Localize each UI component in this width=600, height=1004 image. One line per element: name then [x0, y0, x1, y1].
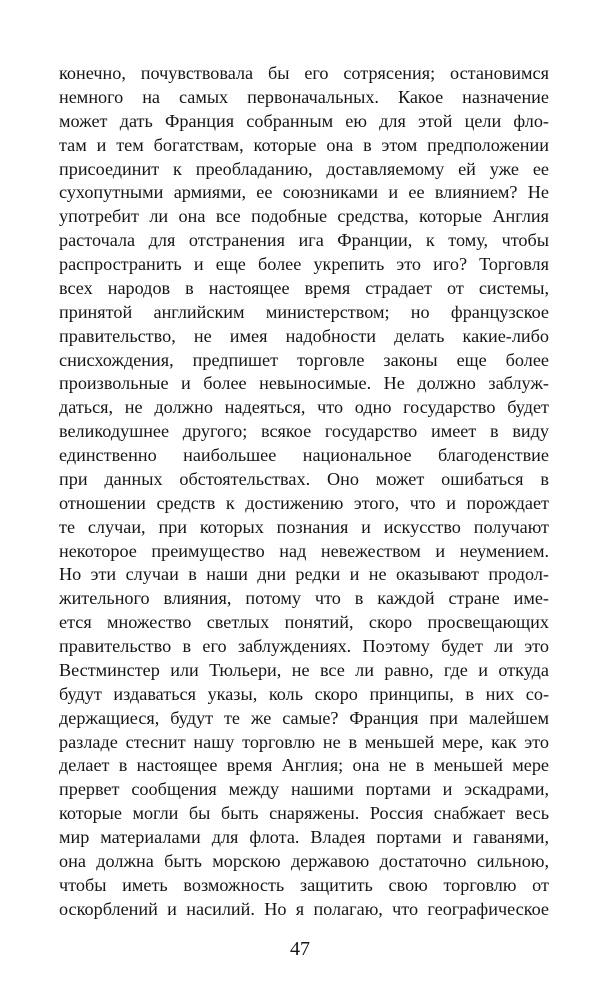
text-line: немного на самых первоначальных. Какое назначение: [59, 86, 549, 107]
text-line: правительство в его заблуждениях. Поэтому будет ли это: [59, 636, 549, 656]
text-line: отношении средств к достижению этого, что и порождает: [59, 492, 549, 513]
text-line: жительного влияния, потому что в каждой стране име-: [59, 588, 549, 609]
text-line: единственно наибольшее национальное благоденствие: [59, 445, 549, 465]
text-line: чтобы иметь возможность защитить свою торговлю от: [59, 874, 549, 895]
text-line: которые могли бы быть снаряжены. Россия снабжает весь: [59, 803, 549, 824]
text-line: употребит ли она все подобные средства, которые Англия: [59, 206, 549, 227]
text-line: мир материалами для флота. Владея портами и гаванями,: [59, 827, 549, 847]
text-line: Вестминстер или Тюльери, не все ли равно, где и откуда: [59, 659, 549, 680]
text-line: всех народов в настоящее время страдает от системы,: [59, 277, 549, 298]
text-line: может дать Франция собранным ею для этой цели фло-: [59, 110, 549, 131]
text-line: делает в настоящее время Англия; она не в меньшей мере: [59, 755, 549, 776]
page-number: 47: [290, 938, 310, 960]
text-line: расточала для отстранения ига Франции, к тому, чтобы: [59, 230, 549, 251]
text-line: присоединит к преобладанию, доставляемому ей уже ее: [59, 158, 549, 179]
text-line: великодушнее другого; всякое государство имеет в виду: [59, 421, 549, 442]
text-line: даться, не должно надеяться, что одно государство будет: [59, 397, 549, 418]
text-line: прервет сообщения между нашими портами и эскадрами,: [59, 779, 549, 800]
text-line: распространить и еще более укрепить это иго? Торговля: [59, 254, 549, 274]
text-line: некоторое преимущество над невежеством и неумением.: [59, 540, 549, 561]
text-line: принятой английским министерством; но французское: [59, 301, 549, 322]
text-line: те случаи, при которых познания и искусство получают: [59, 516, 549, 537]
text-line: правительство, не имея надобности делать какие-либо: [59, 325, 549, 346]
text-line: при данных обстоятельствах. Оно может ошибаться в: [59, 468, 549, 489]
text-line: сухопутными армиями, ее союзниками и ее влиянием? Не: [59, 182, 549, 203]
text-line: произвольные и более невыносимые. Не должно заблуж-: [59, 373, 549, 394]
text-line: оскорблений и насилий. Но я полагаю, что географическое: [59, 898, 549, 919]
text-line: она должна быть морскою державою достаточно сильною,: [59, 850, 549, 871]
text-line: держащиеся, будут те же самые? Франция при малейшем: [59, 707, 549, 728]
text-line: конечно, почувствовала бы его сотрясения; остановимся: [59, 63, 549, 83]
text-line: снисхождения, предпишет торговле законы еще более: [59, 349, 549, 370]
text-line: Но эти случаи в наши дни редки и не оказывают продол-: [59, 564, 549, 585]
text-line: будут издаваться указы, коль скоро принципы, в них со-: [59, 683, 549, 704]
page-body-text: [59, 62, 549, 922]
text-line: ется множество светлых понятий, скоро просвещающих: [59, 612, 549, 633]
text-line: там и тем богатствам, которые она в этом предположении: [59, 134, 549, 155]
text-line: разладе стеснит нашу торговлю не в меньшей мере, как это: [59, 731, 549, 752]
